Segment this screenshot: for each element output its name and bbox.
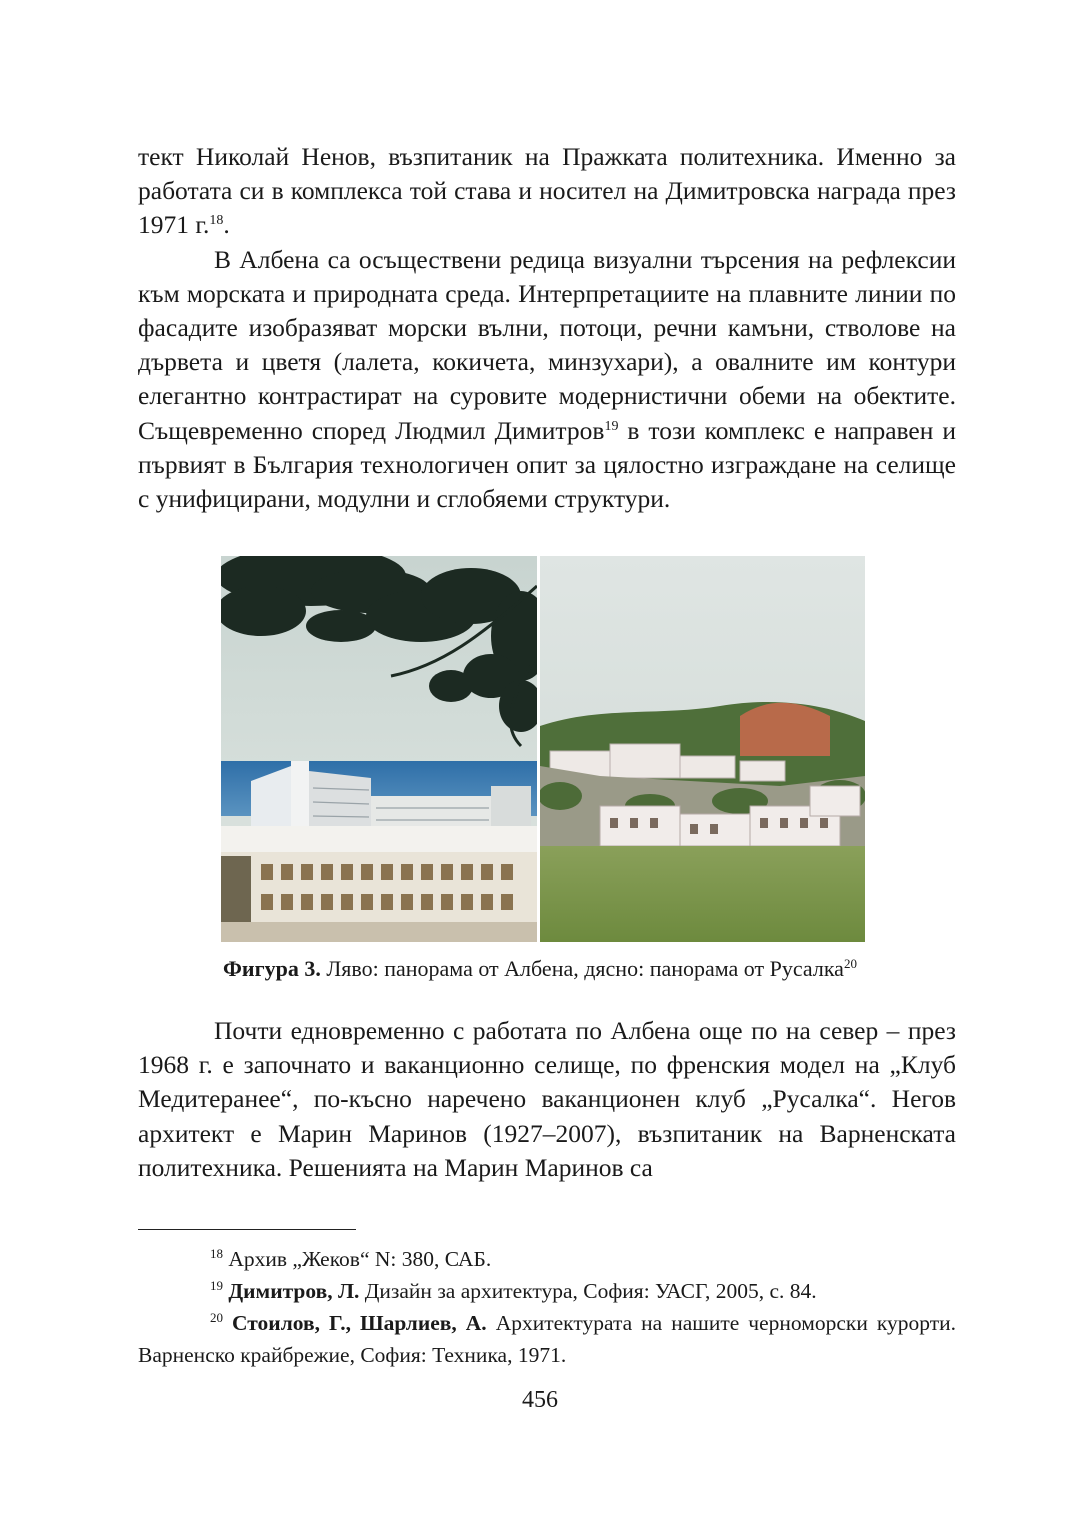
footnote-divider [138,1229,356,1230]
figure-label: Фигура 3. [223,956,321,981]
footnote-ref-20[interactable]: 20 [843,956,857,971]
paragraph-2: В Албена са осъществени редица визуални търсения на рефлексии към морската и природната среда. Интерпретациите на плавните линии по фасадите изобразяват морски вълни, потоци, речни камъни, стволове на дървета и цветя (лалета, кокичета, минзухари), а овалните им контури елегантно контрастират на суровите модернистични обеми на обектите. Същевременно според Людмил Димитров$^{19}$ в този комплекс е направен и първият в България технологичен опит за цялостно изграждане на селище с унифицирани, модулни и сглобяеми структури. [138,244,956,514]
photo-albena [221,556,537,942]
main-text [138,140,956,516]
figure-caption [0,956,1080,982]
page-number: 456 [522,1387,558,1413]
paragraph-3: Почти едновременно с работата по Албена още по на север – през 1968 г. е започнато и ваканционно селище, по френския модел на „Клуб Медитеранее“, по-късно наречено ваканционен клуб „Русалка“. Негов архитект е Марин Маринов (1927–2007), възпитаник на Варненската политехника. Решенията на Марин Маринов са [138,1016,956,1182]
main-text-continued [138,1014,956,1185]
footnote-ref-18[interactable]: 18 [209,213,224,229]
figure-3 [221,556,865,942]
footnote-19: $^{19}$ Димитров, Л. Дизайн за архитектура, София: УАСГ, 2005, с. 84. [210,1278,817,1303]
footnote-ref-19[interactable]: 19 [604,418,619,434]
paragraph-1: тект Николай Ненов, възпитаник на Пражката политехника. Именно за работата си в комплекса той става и носител на Димитровска награда през 1971 г.$^{18}$. [138,142,956,240]
photo-rusalka [540,556,865,942]
figure-caption-text: Ляво: панорама от Албена, дясно: панорама от Русалка [320,956,844,981]
footnote-20: $^{20}$ Стоилов, Г., Шарлиев, А. Архитектурата на нашите черноморски курорти. Варненско крайбрежие, София: Техника, 1971. [138,1310,957,1367]
footnote-18: $^{18}$ Архив „Жеков“ N: 380, САБ. [210,1246,492,1271]
